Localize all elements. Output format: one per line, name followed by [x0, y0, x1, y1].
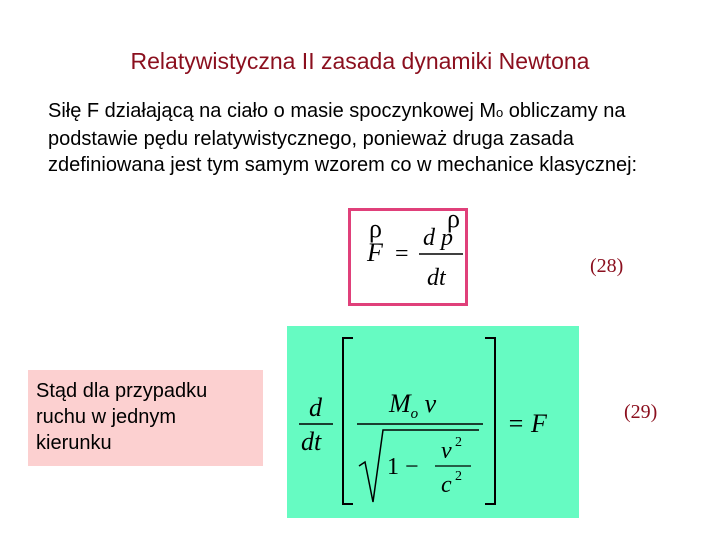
eq28-numerator: d p	[423, 225, 453, 251]
force-vector-mark: ρ	[369, 214, 382, 243]
side-note: Stąd dla przypadku ruchu w jednym kierunku	[28, 370, 263, 466]
eq29-numerator: $M_o$ v	[389, 389, 437, 422]
equation-28-number: (28)	[590, 255, 624, 277]
eq28-denominator: dt	[427, 265, 446, 291]
eq29-c-power: 2	[455, 469, 462, 484]
slide-title: Relatywistyczna II zasada dynamiki Newtona	[130, 48, 590, 74]
equation-28	[351, 211, 465, 303]
intro-text-part1: Siłę F działającą na ciało o masie spoczynkowej M	[48, 100, 496, 122]
force-symbol: F	[367, 238, 383, 267]
eq29-v-power: 2	[455, 435, 462, 450]
left-bracket	[343, 338, 353, 504]
equals-sign: =	[395, 241, 409, 267]
eq29-dt: dt	[301, 427, 322, 456]
equation-29	[287, 326, 579, 518]
eq29-c: c	[441, 472, 452, 498]
equation-29-number: (29)	[624, 401, 658, 423]
eq29-v: v	[441, 438, 452, 464]
rest-mass-subscript: o	[495, 105, 504, 120]
momentum-vector-mark: ρ	[447, 211, 460, 233]
eq29-equals-f: = F	[507, 409, 547, 438]
eq29-d: d	[309, 393, 322, 422]
intro-paragraph	[48, 98, 688, 178]
equation-28-box	[348, 208, 468, 306]
right-bracket	[485, 338, 495, 504]
eq29-one-minus: 1 −	[387, 454, 419, 480]
intro-text-part2: obliczamy na podstawie pędu relatywistycznego, ponieważ druga zasada zdefiniowana jest tym samym wzorem co w mechanice klasycznej:	[48, 100, 638, 176]
equation-29-box	[287, 326, 579, 518]
